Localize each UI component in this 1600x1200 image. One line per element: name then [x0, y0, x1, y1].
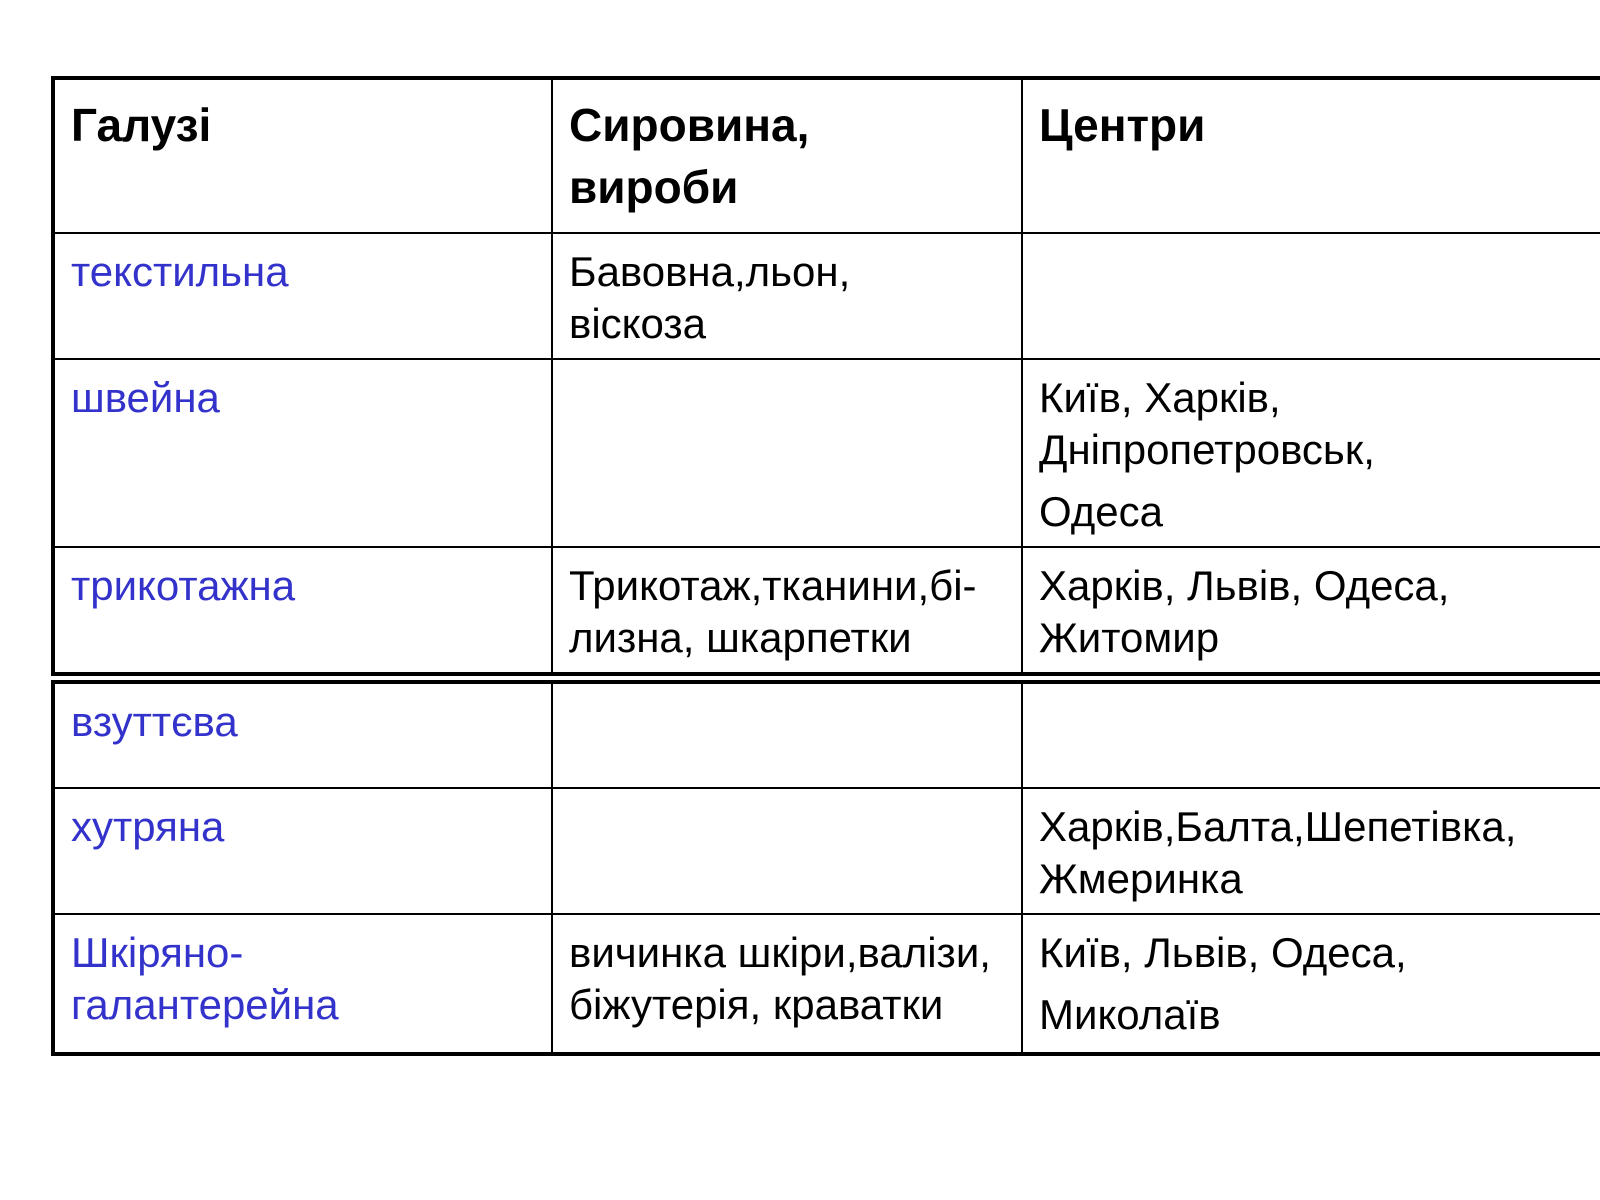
- industry-table: [51, 76, 1600, 1056]
- table-row: [53, 547, 1600, 674]
- centers-line: Жмеринка: [1039, 855, 1243, 902]
- centers-line: Харків, Львів, Одеса,: [1039, 562, 1450, 609]
- divider-cell: [552, 674, 1022, 682]
- branch-label: взуттєва: [71, 698, 238, 745]
- centers-line: Київ, Львів, Одеса,: [1039, 929, 1407, 976]
- materials-cell: [552, 682, 1022, 788]
- centers-line: Дніпропетровськ,: [1039, 426, 1375, 473]
- materials-cell: [552, 547, 1022, 674]
- header-label-branches: Галузі: [71, 99, 212, 151]
- centers-cell: [1022, 547, 1600, 674]
- table-row: [53, 233, 1600, 359]
- header-cell-centers: [1022, 78, 1600, 233]
- table-row: [53, 914, 1600, 1054]
- header-label-materials-line-1: Сировина,: [569, 99, 810, 151]
- materials-line: вичинка шкіри,валізи,: [569, 929, 991, 976]
- branch-label-line-1: Шкіряно-: [71, 929, 244, 976]
- industry-table-container: [51, 76, 1600, 1056]
- branch-cell: [53, 682, 552, 788]
- branch-cell: [53, 359, 552, 547]
- branch-label-line-2: галантерейна: [71, 981, 339, 1028]
- materials-cell: [552, 914, 1022, 1054]
- branch-label: трикотажна: [71, 562, 296, 609]
- centers-line: Харків,Балта,Шепетівка,: [1039, 803, 1517, 850]
- centers-line: Одеса: [1039, 488, 1163, 535]
- section-divider: [53, 674, 1600, 682]
- centers-cell: [1022, 914, 1600, 1054]
- materials-line: віскоза: [569, 300, 706, 347]
- header-label-centers: Центри: [1039, 99, 1206, 151]
- header-label-materials-line-2: вироби: [569, 161, 739, 213]
- header-cell-branches: [53, 78, 552, 233]
- divider-cell: [53, 674, 552, 682]
- centers-cell: [1022, 233, 1600, 359]
- table-row: [53, 682, 1600, 788]
- centers-line: Миколаїв: [1039, 991, 1221, 1038]
- table-row: [53, 788, 1600, 914]
- materials-cell: [552, 359, 1022, 547]
- centers-cell: [1022, 788, 1600, 914]
- materials-line: Трикотаж,тканини,бі-: [569, 562, 977, 609]
- branch-label: текстильна: [71, 248, 289, 295]
- materials-cell: [552, 233, 1022, 359]
- centers-cell: [1022, 359, 1600, 547]
- branch-label: хутряна: [71, 803, 225, 850]
- centers-line: Житомир: [1039, 614, 1220, 661]
- header-cell-materials: [552, 78, 1022, 233]
- table-header-row: [53, 78, 1600, 233]
- branch-cell: [53, 547, 552, 674]
- centers-cell: [1022, 682, 1600, 788]
- branch-cell: [53, 788, 552, 914]
- branch-label: швейна: [71, 374, 220, 421]
- materials-line: Бавовна,льон,: [569, 248, 851, 295]
- centers-line: Київ, Харків,: [1039, 374, 1281, 421]
- divider-cell: [1022, 674, 1600, 682]
- branch-cell: [53, 233, 552, 359]
- branch-cell: [53, 914, 552, 1054]
- materials-cell: [552, 788, 1022, 914]
- materials-line: біжутерія, краватки: [569, 981, 944, 1028]
- table-row: [53, 359, 1600, 547]
- materials-line: лизна, шкарпетки: [569, 614, 912, 661]
